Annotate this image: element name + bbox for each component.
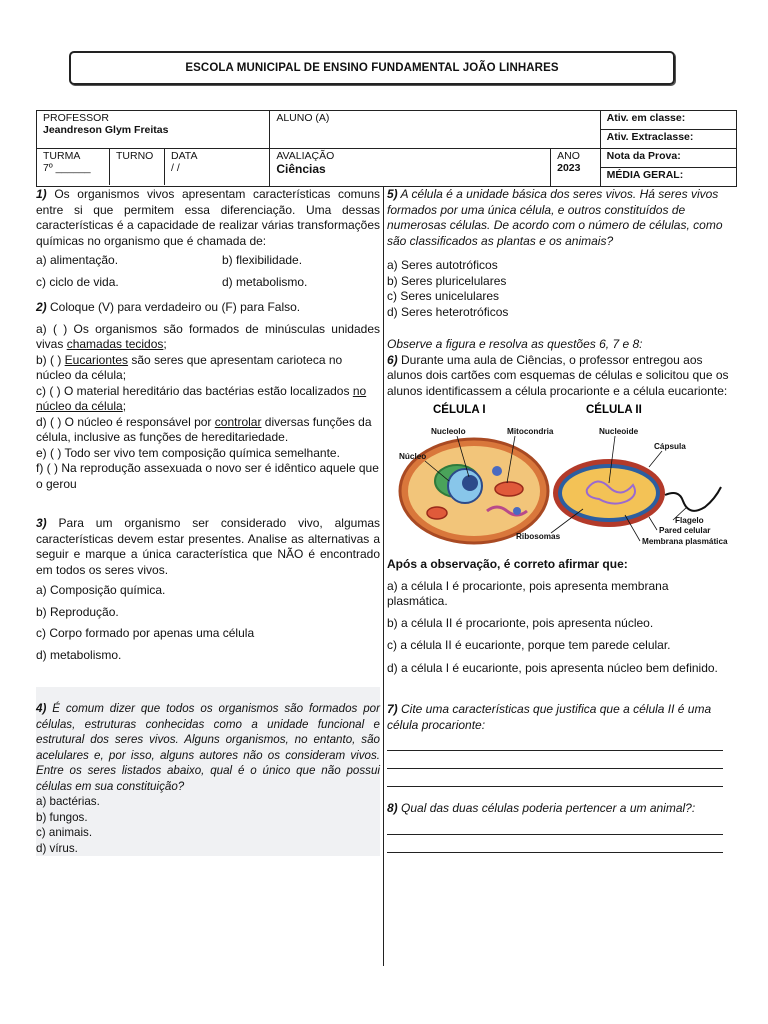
q2-b-pre: b) ( )	[36, 352, 65, 367]
q1-option-b[interactable]: b) flexibilidade.	[222, 253, 303, 267]
label-ribossomas: Ribosomas	[516, 532, 561, 541]
column-divider	[383, 186, 384, 966]
q2-number: 2)	[36, 300, 47, 314]
q4-statement: É comum dizer que todos os organismos são formados por células, estruturas conhecidas como a unidade funcional e estrutural dos seres vivos. Alguns organismos, no entanto, são acelulares e, por isso, alguns autores não os consideram vivos. Entre os seres listados abaixo, qual é o único que não possui células em sua constituição?	[36, 702, 380, 793]
q1-option-d[interactable]: d) metabolismo.	[222, 274, 308, 289]
q2-text	[36, 300, 380, 316]
media-label: MÉDIA GERAL:	[606, 169, 684, 181]
label-membrana: Membrana plasmática	[642, 537, 728, 546]
q8-answer-line-1[interactable]	[387, 817, 723, 835]
q4-number: 4)	[36, 702, 47, 715]
label-parede: Pared celular	[659, 526, 711, 535]
q7-text	[387, 702, 731, 733]
q2-statement: Coloque (V) para verdadeiro ou (F) para Falso.	[46, 300, 301, 314]
q8-statement: Qual das duas células poderia pertencer a um animal?:	[397, 801, 696, 815]
ativ-extra-cell[interactable]	[600, 130, 736, 149]
q2-a-post: ;	[163, 337, 167, 351]
data-value: / /	[171, 162, 180, 174]
q1-option-c[interactable]: c) ciclo de vida.	[36, 274, 119, 289]
q2-item-c[interactable]	[36, 384, 380, 415]
ano-value: 2023	[557, 162, 581, 174]
cell2-title: CÉLULA II	[586, 404, 642, 416]
aluno-label: ALUNO (A)	[276, 112, 330, 124]
q6-text	[387, 353, 731, 400]
question-2	[36, 300, 380, 492]
professor-label: PROFESSOR	[43, 112, 109, 124]
q5-option-d[interactable]: d) Seres heterotróficos	[387, 304, 509, 319]
q7-answer-line-2[interactable]	[387, 751, 723, 769]
avaliacao-cell	[270, 149, 551, 187]
avaliacao-label: AVALIAÇÃO	[276, 150, 335, 162]
ativ-extra-label: Ativ. Extraclasse:	[606, 131, 694, 143]
q8-text	[387, 801, 731, 817]
aluno-cell[interactable]	[270, 111, 600, 149]
q2-item-d[interactable]	[36, 415, 380, 446]
left-column	[36, 187, 380, 856]
turma-value: 7º ______	[43, 162, 91, 174]
q1-text	[36, 187, 380, 249]
ano-label: ANO	[557, 150, 580, 162]
q2-item-e[interactable]: e) ( ) Todo ser vivo tem composição química semelhante.	[36, 445, 340, 460]
q6-option-d[interactable]: d) a célula I é eucarionte, pois apresenta núcleo bem definido.	[387, 660, 718, 675]
turma-cell[interactable]	[37, 149, 110, 185]
avaliacao-value: Ciências	[276, 162, 326, 176]
q2-c-post: ;	[122, 399, 127, 413]
question-7	[387, 702, 731, 787]
q7-number: 7)	[387, 702, 398, 716]
data-label: DATA	[171, 150, 198, 162]
media-cell[interactable]	[600, 168, 736, 187]
q3-option-d[interactable]: d) metabolismo.	[36, 647, 122, 662]
q6-after: Após a observação, é correto afirmar que:	[387, 557, 628, 571]
q6-number: 6)	[387, 352, 398, 367]
q3-option-c[interactable]: c) Corpo formado por apenas uma célula	[36, 626, 255, 640]
question-5	[387, 187, 731, 320]
label-capsula: Cápsula	[654, 442, 686, 451]
q2-b-underline: Eucariontes	[64, 352, 129, 367]
q5-statement: A célula é a unidade básica dos seres vivos. Há seres vivos formados por uma única célula, e outros constituídos de numerosas células. De acordo com o número de células, como são classificados as plantas e os animais?	[387, 187, 723, 248]
q1-number: 1)	[36, 187, 47, 201]
turma-label: TURMA	[43, 150, 81, 162]
turno-label: TURNO	[116, 150, 154, 162]
school-name: ESCOLA MUNICIPAL DE ENSINO FUNDAMENTAL JOÃO LINHARES	[185, 62, 559, 74]
question-1	[36, 187, 380, 290]
q5-option-c[interactable]: c) Seres unicelulares	[387, 289, 500, 303]
school-title-box	[69, 51, 675, 85]
nota-cell[interactable]	[600, 149, 736, 168]
q2-a-underline: chamadas tecidos	[66, 337, 164, 351]
q3-statement: Para um organismo ser considerado vivo, algumas características devem estar presentes. Analise as alternativas a seguir e marque a única característica que NÃO é encontrado em todos os seres vivos.	[36, 516, 380, 577]
q2-item-f[interactable]: f) ( ) Na reprodução assexuada o novo ser é idêntico aquele que o gerou	[36, 461, 379, 491]
q2-c-underline: no núcleo da célula	[36, 383, 367, 413]
q3-option-a[interactable]: a) Composição química.	[36, 583, 166, 597]
q5-option-b[interactable]: b) Seres pluricelulares	[387, 273, 507, 288]
data-cell[interactable]	[165, 149, 269, 185]
q1-option-a[interactable]: a) alimentação.	[36, 253, 119, 267]
question-4	[36, 687, 380, 856]
q2-a-pre: a) ( ) Os organismos são formados de minúsculas unidades vivas	[36, 321, 380, 351]
q6-option-c[interactable]: c) a célula II é eucarionte, porque tem parede celular.	[387, 638, 671, 652]
q2-item-b[interactable]	[36, 353, 380, 384]
q4-text	[36, 701, 380, 794]
q2-d-post: diversas funções da célula, inclusive as funções de hereditariedade.	[36, 414, 372, 444]
turno-cell[interactable]	[110, 149, 165, 185]
cells-figure	[387, 401, 731, 553]
q5-option-a[interactable]: a) Seres autotróficos	[387, 258, 498, 272]
question-8	[387, 801, 731, 853]
ativ-classe-cell[interactable]	[600, 111, 736, 130]
q3-number: 3)	[36, 516, 47, 530]
q5-text	[387, 187, 731, 249]
q8-answer-line-2[interactable]	[387, 835, 723, 853]
label-mitocondria: Mitocondria	[507, 427, 554, 436]
q8-number: 8)	[387, 801, 398, 815]
question-6	[387, 353, 731, 677]
q4-option-a[interactable]: a) bactérias.	[36, 795, 100, 808]
q3-option-b[interactable]: b) Reprodução.	[36, 604, 119, 619]
q2-d-underline: controlar	[214, 414, 262, 429]
q7-statement: Cite uma características que justifica que a célula II é uma célula procarionte:	[387, 702, 712, 732]
q6-option-a[interactable]: a) a célula I é procarionte, pois apresenta membrana plasmática.	[387, 578, 669, 608]
observe-instruction: Observe a figura e resolva as questões 6, 7 e 8:	[387, 337, 643, 351]
q3-text	[36, 516, 380, 578]
q2-item-a[interactable]	[36, 322, 380, 353]
label-flagelo: Flagelo	[675, 516, 704, 525]
q1-statement: Os organismos vivos apresentam características comuns entre si que permitem essa diferenciação. Uma dessas características é a capacidade de realizar várias transformações químicas no organismo que é chamada de:	[36, 187, 380, 248]
nota-label: Nota da Prova:	[606, 150, 681, 162]
q2-c-pre: c) ( ) O material hereditário das bactérias estão localizados	[36, 383, 353, 398]
header-table	[36, 110, 737, 187]
q4-option-d[interactable]: d) vírus.	[36, 841, 78, 855]
q7-answer-line-3[interactable]	[387, 769, 723, 787]
label-nucleo: Núcleo	[399, 452, 427, 461]
question-3	[36, 516, 380, 663]
professor-name: Jeandreson Glym Freitas	[43, 124, 169, 136]
cell1-title: CÉLULA I	[433, 404, 486, 416]
ativ-classe-label: Ativ. em classe:	[606, 112, 686, 124]
q5-number: 5)	[387, 187, 398, 201]
label-nucleoide: Nucleoide	[599, 427, 639, 436]
turma-turno-data-cell	[37, 149, 270, 187]
ano-cell	[551, 149, 600, 187]
q4-option-c[interactable]: c) animais.	[36, 826, 93, 839]
q2-b-post: são seres que apresentam carioteca no núcleo da célula;	[36, 352, 343, 382]
q2-d-pre: d) ( ) O núcleo é responsável por	[36, 414, 215, 429]
right-column	[387, 187, 731, 853]
q6-statement: Durante uma aula de Ciências, o professor entregou aos alunos dois cartões com esquemas de células e solicitou que os alunos identificassem a célula procarionte e a célula eucarionte:	[387, 352, 729, 398]
professor-cell	[37, 111, 270, 149]
q6-option-b[interactable]: b) a célula II é procarionte, pois apresenta núcleo.	[387, 615, 654, 630]
label-nucleolo: Nucleolo	[431, 427, 466, 436]
q7-answer-line-1[interactable]	[387, 733, 723, 751]
q4-option-b[interactable]: b) fungos.	[36, 810, 88, 824]
